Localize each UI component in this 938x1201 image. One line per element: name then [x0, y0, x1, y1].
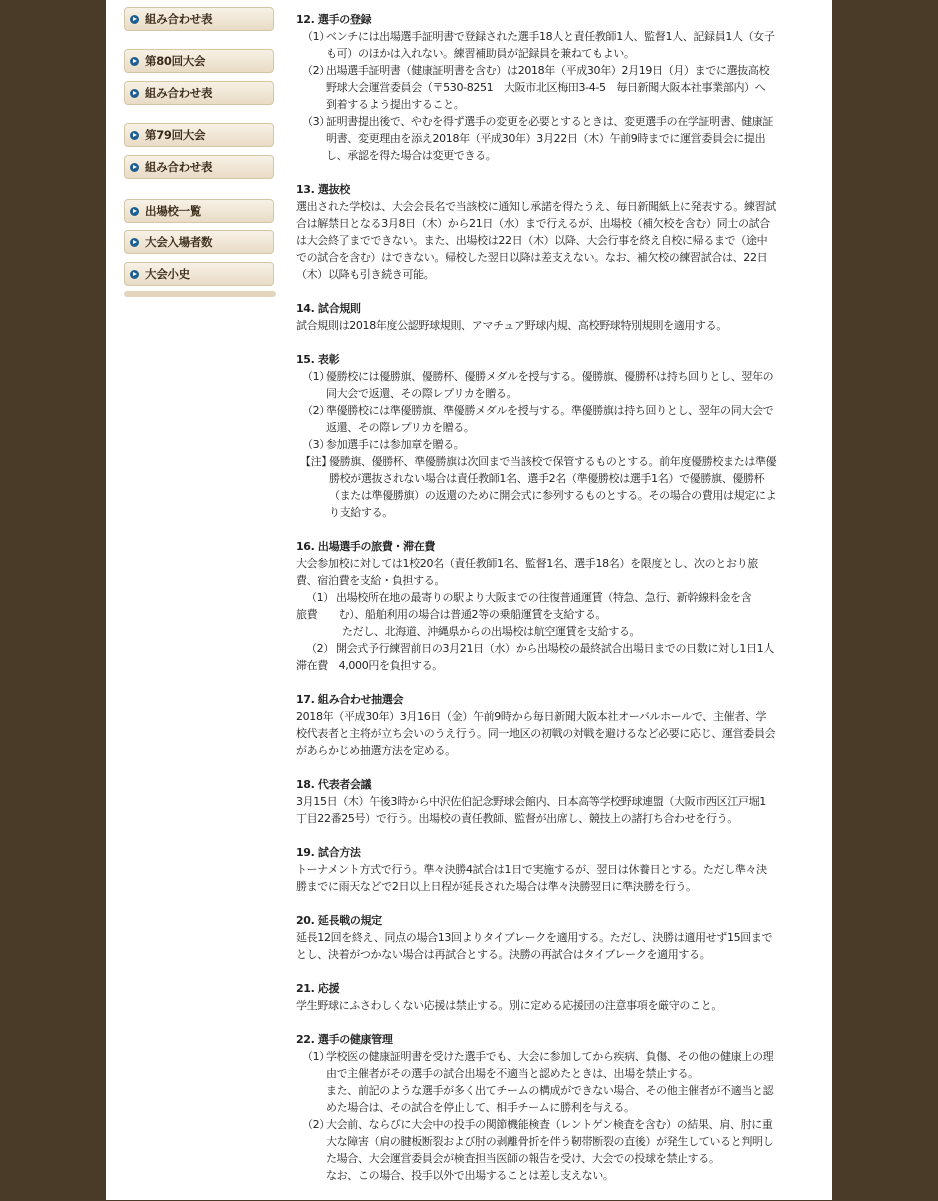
section-game-rules: 14. 試合規則 試合規則は2018年度公認野球規則、アマチュア野球内規、高校野球特別規則を適用する。	[296, 300, 816, 334]
section-heading: 13. 選抜校	[296, 183, 350, 196]
section-extra-innings: 20. 延長戦の規定 延長12回を終え、同点の場合13回よりタイブレークを適用する。ただし、決勝は適用せず15回まで とし、決着がつかない場合は再試合とする。決勝の再試合はタイブレークを適用する。	[296, 912, 816, 963]
sidebar-item-participating-schools[interactable]	[124, 199, 274, 223]
arrow-right-icon	[130, 89, 139, 98]
section-player-registration	[296, 11, 816, 164]
section-heading: 15. 表彰	[296, 353, 340, 366]
list-item: （2） 準優勝校には準優勝旗、準優勝メダルを授与する。準優勝旗は持ち回りとし、翌年の同大会で 返還、その際レプリカを贈る。	[302, 404, 774, 434]
sidebar-item-bracket-80th[interactable]	[124, 81, 274, 105]
sidebar-item-79th-tournament[interactable]	[124, 123, 274, 147]
list-item: （2） 開会式予行練習前日の3月21日（水）から出場校の最終試合出場日までの日数に対し1日1人	[306, 642, 774, 655]
arrow-right-icon	[130, 15, 139, 24]
sidebar-item-label: 組み合わせ表	[145, 86, 213, 100]
list-item: （1） ベンチには出場選手証明書で登録された選手18人と責任教師1人、監督1人、記録員1人（女子 も可）のほかは入れない。練習補助員が記録員を兼ねてもよい。	[302, 30, 775, 60]
section-heading: 19. 試合方法	[296, 846, 361, 859]
sidebar-item-bracket-current[interactable]	[124, 7, 274, 31]
sidebar-item-label: 第79回大会	[145, 128, 206, 142]
list-item: （1） 出場校所在地の最寄りの駅より大阪までの往復普通運賃（特急、急行、新幹線料金を含	[306, 591, 752, 604]
sidebar-item-80th-tournament[interactable]	[124, 49, 274, 73]
arrow-right-icon	[130, 131, 139, 140]
sidebar-item-label: 組み合わせ表	[145, 160, 213, 174]
arrow-right-icon	[130, 163, 139, 172]
section-representatives-meeting: 18. 代表者会議 3月15日（木）午後3時から中沢佐伯記念野球会館内、日本高等学校野球連盟（大阪市西区江戸堀1 丁目22番25号）で行う。出場校の責任教師、監督が出席し、競技上の諸打ち合わせを行う。	[296, 776, 816, 827]
sidebar-item-label: 大会小史	[145, 267, 190, 281]
section-selected-schools: 13. 選抜校 選出された学校は、大会会長名で当該校に通知し承諾を得たうえ、毎日新聞紙上に発表する。練習試 合は解禁日となる3月8日（木）から21日（水）まで行えるが、出場校（補欠校を含む）同士の試合 は大会終了までできない。また、出場校は22日（木）以降、大会行事を終え自校に帰るまで（途中 での試合を含む）はできない。帰校した翌日以降は差支えない。なお、補欠校の練習試合は、22日 （木）以降も引き続き可能。	[296, 181, 816, 283]
list-item: （3） 証明書提出後で、やむを得ず選手の変更を必要とするときは、変更選手の在学証明書、健康証 明書、変更理由を添え2018年（平成30年）3月22日（木）午前9時までに運営委員会に提出 し、承認を得た場合は変更できる。	[302, 115, 774, 162]
section-heading: 22. 選手の健康管理	[296, 1033, 393, 1046]
arrow-right-icon	[130, 270, 139, 279]
section-heading: 21. 応援	[296, 982, 340, 995]
section-heading: 12. 選手の登録	[296, 13, 372, 26]
sidebar-item-attendance[interactable]	[124, 230, 274, 254]
arrow-right-icon	[130, 238, 139, 247]
section-game-format: 19. 試合方法 トーナメント方式で行う。準々決勝4試合は1日で実施するが、翌日は休養日とする。ただし準々決 勝までに雨天などで2日以上日程が延長された場合は準々決勝翌日に準決勝を行う。	[296, 844, 816, 895]
sidebar-item-label: 組み合わせ表	[145, 12, 213, 26]
arrow-right-icon	[130, 57, 139, 66]
section-heading: 20. 延長戦の規定	[296, 914, 382, 927]
section-travel-expenses: 16. 出場選手の旅費・滞在費 大会参加校に対しては1校20名（責任教師1名、監督1名、選手18名）を限度とし、次のとおり旅 費、宿泊費を支給・負担する。 （1） 出場校所在地の最寄りの駅より大阪までの往復普通運賃（特急、急行、新幹線料金を含 旅費 む）、船舶利用の場合は普通2等の乗船運賃を支給する。 ただし、北海道、沖縄県からの出場校は航空運賃を支給する。 （2） 開会式予行練習前日の3月21日（水）から出場校の最終試合出場日までの日数に対し1日1人 滞在費 4,000円を負担する。	[296, 538, 816, 674]
arrow-right-icon	[130, 207, 139, 216]
note: 【注】 優勝旗、優勝杯、準優勝旗は次回まで当該校で保管するものとする。前年度優勝校または準優 勝校が選抜されない場合は責任教師1名、選手2名（準優勝校は選手1名）で優勝旗、優勝杯 （または準優勝旗）の返還のために開会式に参列するものとする。その場合の費用は規定によ り支給する。	[300, 455, 777, 519]
list-item: （1） 学校医の健康証明書を受けた選手でも、大会に参加してから疾病、負傷、その他の健康上の理 由で主催者がその選手の試合出場を不適当と認めたときは、出場を禁止する。 また、前記のような選手が多く出てチームの構成ができない場合、その他主催者が不適当と認 めた場合は、その試合を停止して、相手チームに勝利を与える。	[302, 1050, 774, 1114]
section-draw: 17. 組み合わせ抽選会 2018年（平成30年）3月16日（金）午前9時から毎日新聞大阪本社オーバルホールで、主催者、学 校代表者と主将が立ち会いのうえ行う。同一地区の初戦の対戦を避けるなど必要に応じ、運営委員会 があらかじめ抽選方法を定める。	[296, 691, 816, 759]
sidebar-item-label: 第80回大会	[145, 54, 206, 68]
list-item: （3） 参加選手には参加章を贈る。	[302, 438, 465, 451]
rules-content	[296, 11, 816, 1201]
section-heading: 18. 代表者会議	[296, 778, 372, 791]
section-heading: 14. 試合規則	[296, 302, 361, 315]
section-heading: 16. 出場選手の旅費・滞在費	[296, 540, 436, 553]
sidebar-item-label: 大会入場者数	[145, 235, 213, 249]
list-item: （2） 出場選手証明書（健康証明書を含む）は2018年（平成30年）2月19日（月）までに選抜高校 野球大会運営委員会（〒530-8251 大阪市北区梅田3-4-5 毎日新聞大阪本社事業部内）へ 到着するよう提出すること。	[302, 64, 770, 111]
sidebar-divider	[124, 291, 276, 297]
sidebar-item-history[interactable]	[124, 262, 274, 286]
list-item: （1） 優勝校には優勝旗、優勝杯、優勝メダルを授与する。優勝旗、優勝杯は持ち回りとし、翌年の 同大会で返還、その際レプリカを贈る。	[302, 370, 774, 400]
section-heading: 17. 組み合わせ抽選会	[296, 693, 404, 706]
sidebar-item-label: 出場校一覧	[145, 204, 201, 218]
sidebar-item-bracket-79th[interactable]	[124, 155, 274, 179]
section-health-management	[296, 1031, 816, 1184]
section-awards	[296, 351, 816, 521]
list-item: （2） 大会前、ならびに大会中の投手の関節機能検査（レントゲン検査を含む）の結果、肩、肘に重 大な障害（肩の腱板断裂および肘の剥離骨折を伴う靭帯断裂の直後）が発生していると判明し た場合、大会運営委員会が検査担当医師の報告を受け、大会での投球を禁止する。 なお、この場合、投手以外で出場することは差し支えない。	[302, 1118, 774, 1182]
section-cheering: 21. 応援 学生野球にふさわしくない応援は禁止する。別に定める応援団の注意事項を厳守のこと。	[296, 980, 816, 1014]
